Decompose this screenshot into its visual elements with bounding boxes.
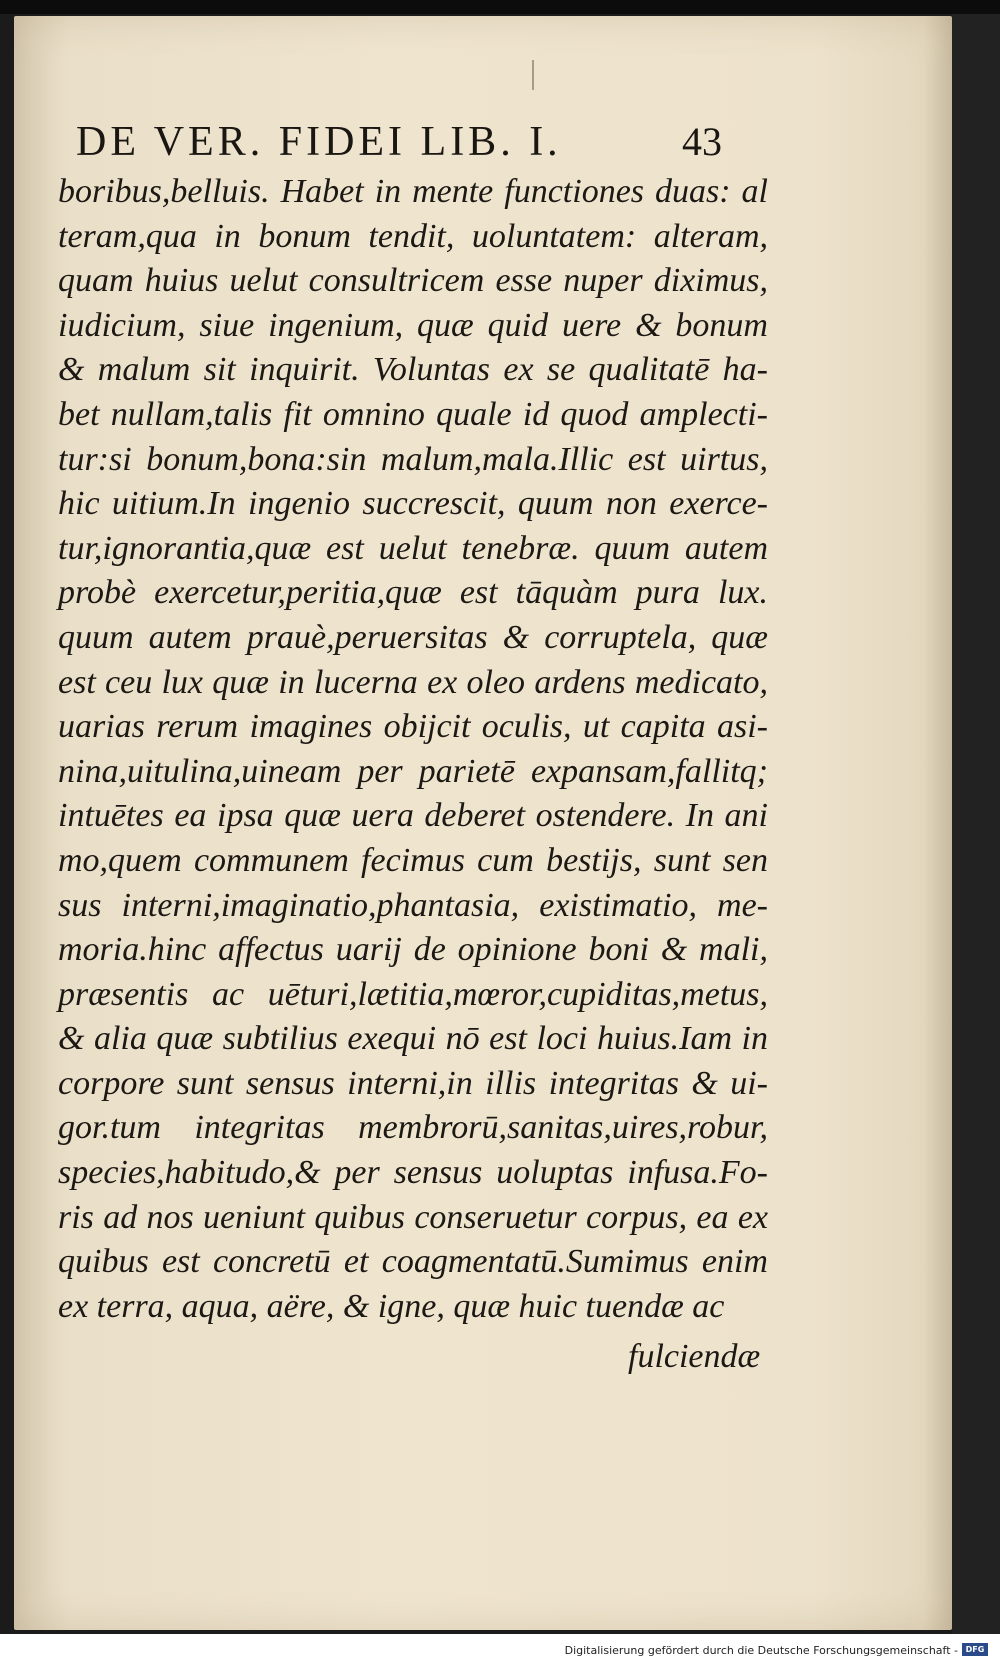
text-line: & alia quæ subtilius exequi nō est loci huius.Iam in xyxy=(58,1020,768,1058)
text-line: moria.hinc affectus uarij de opinione boni & mali, xyxy=(58,931,768,969)
text-line: nina,uitulina,uineam per parietē expansam,fallitq; xyxy=(58,752,768,790)
text-line: tur,ignorantia,quæ est uelut tenebræ. quum autem xyxy=(58,529,768,567)
running-head-title: DE VER. FIDEI LIB. I. xyxy=(76,119,562,165)
scan-right-edge xyxy=(952,14,1000,1634)
dfg-logo: DFG xyxy=(962,1643,988,1656)
text-line: uarias rerum imagines obijcit oculis, ut capita asi- xyxy=(58,708,768,746)
binding-mark xyxy=(532,60,534,90)
text-line: ex terra, aqua, aëre, & igne, quæ huic tuendæ ac xyxy=(58,1287,725,1325)
text-line: species,habitudo,& per sensus uoluptas infusa.Fo- xyxy=(58,1154,768,1192)
text-line: boribus,belluis. Habet in mente functiones duas: al xyxy=(58,173,768,210)
running-head xyxy=(76,118,776,168)
text-line: corpore sunt sensus interni,in illis integritas & ui- xyxy=(58,1064,768,1102)
text-line: hic uitium.In ingenio succrescit, quum non exerce- xyxy=(58,485,768,523)
funding-credit: Digitalisierung gefördert durch die Deutsche Forschungsgemeinschaft - xyxy=(564,1644,958,1657)
text-line: sus interni,imaginatio,phantasia, existimatio, me- xyxy=(58,886,768,924)
body-text xyxy=(58,170,768,1329)
text-line: & malum sit inquirit. Voluntas ex se qualitatē ha- xyxy=(58,351,768,389)
scan-top-edge xyxy=(0,0,1000,14)
text-line: intuētes ea ipsa quæ uera deberet ostendere. In ani xyxy=(58,797,768,835)
text-line: bet nullam,talis fit omnino quale id quod amplecti- xyxy=(58,395,768,433)
catchword: fulciendæ xyxy=(628,1338,761,1375)
text-line: ris ad nos ueniunt quibus conseruetur corpus, ea ex xyxy=(58,1198,768,1236)
text-line: teram,qua in bonum tendit, uoluntatem: alteram, xyxy=(58,217,768,255)
text-line: præsentis ac uēturi,lætitia,mœror,cupiditas,metus, xyxy=(58,975,768,1013)
text-line: tur:si bonum,bona:sin malum,mala.Illic est uirtus, xyxy=(58,440,768,478)
text-line: est ceu lux quæ in lucerna ex oleo ardens medicato, xyxy=(58,663,768,701)
text-line: quam huius uelut consultricem esse nuper diximus, xyxy=(58,262,768,300)
text-line: quum autem prauè,peruersitas & corruptela, quæ xyxy=(58,618,768,656)
text-line: probè exercetur,peritia,quæ est tāquàm pura lux. xyxy=(58,574,768,612)
text-line: quibus est concretū et coagmentatū.Sumimus enim xyxy=(58,1243,768,1281)
text-line: iudicium, siue ingenium, quæ quid uere & bonum xyxy=(58,306,768,344)
text-line: gor.tum integritas membrorū,sanitas,uires,robur, xyxy=(58,1109,768,1147)
page-number: 43 xyxy=(682,119,722,164)
text-line: mo,quem communem fecimus cum bestijs, sunt sen xyxy=(58,841,768,879)
